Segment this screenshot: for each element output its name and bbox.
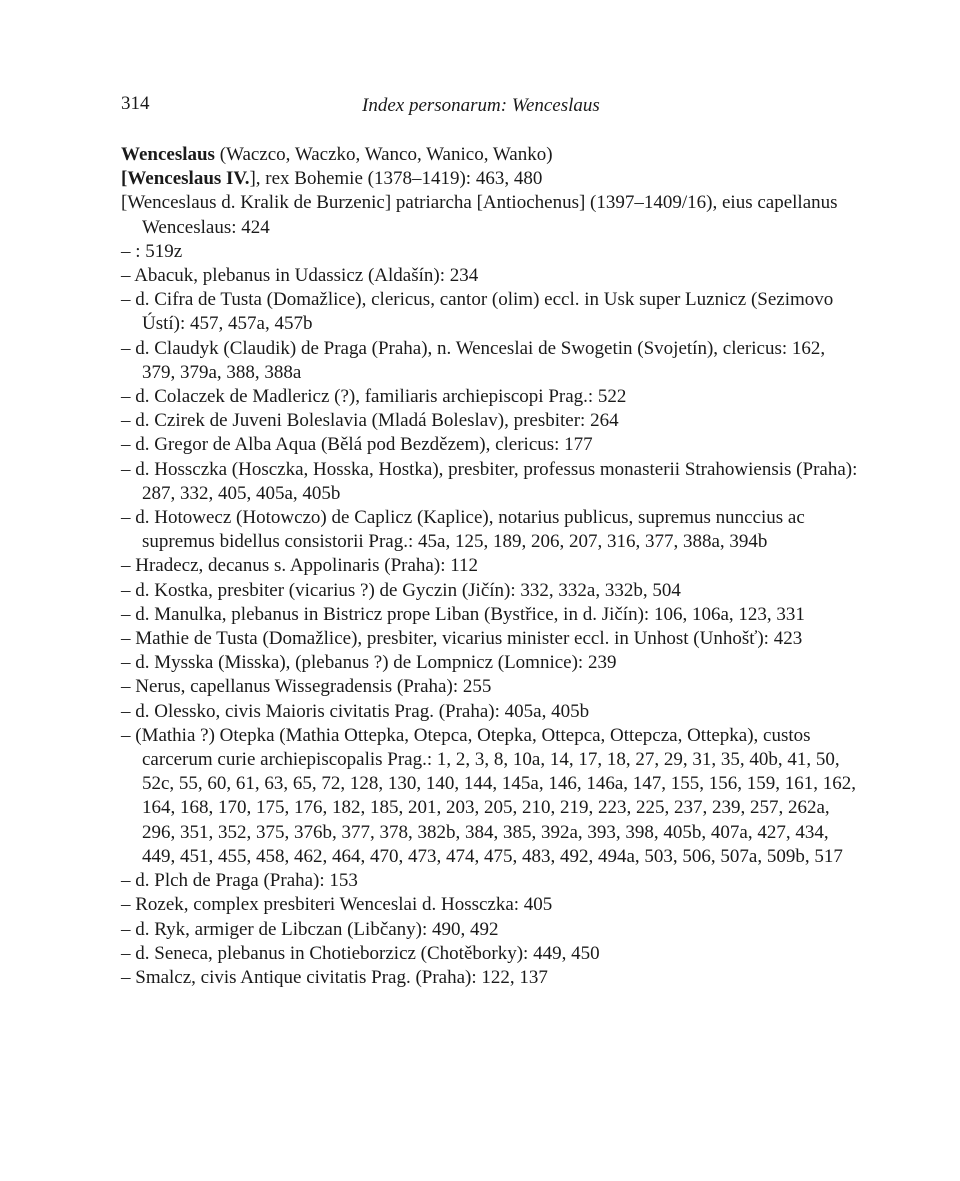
entry-bracket: [ [121,168,128,190]
index-entry: – d. Czirek de Juveni Boleslavia (Mladá Boleslav), presbiter: 264 [121,410,619,432]
index-entry: – d. Ryk, armiger de Libczan (Libčany): 490, 492 [121,918,499,940]
index-entry: – d. Hotowecz (Hotowczo) de Caplicz (Kaplice), notarius publicus, supremus nunccius ac supremus bidellus consistorii Prag.: 45a, 125, 189, 206, 207, 316, 377, 388a, 394b [121,507,805,553]
index-entry [121,143,861,167]
index-entry: – d. Hossczka (Hosczka, Hosska, Hostka), presbiter, professus monasterii Strahowiensis (Praha): 287, 332, 405, 405a, 405b [121,458,858,504]
index-entry: – Smalcz, civis Antique civitatis Prag. (Praha): 122, 137 [121,966,548,988]
entry-headword: Wenceslaus [121,144,215,165]
index-entry: – Nerus, capellanus Wissegradensis (Praha): 255 [121,676,492,698]
index-entry: – d. Olessko, civis Maioris civitatis Prag. (Praha): 405a, 405b [121,700,590,722]
index-entry: – d. Plch de Praga (Praha): 153 [121,870,358,892]
index-entry: – d. Cifra de Tusta (Domažlice), clericus, cantor (olim) eccl. in Usk super Luznicz (Sezimovo Ústí): 457, 457a, 457b [121,289,834,335]
entry-headword: Wenceslaus IV. [127,168,250,190]
index-entry [121,167,861,191]
running-title: Index personarum: Wenceslaus [362,95,600,116]
index-entry: – Hradecz, decanus s. Appolinaris (Praha): 112 [121,555,479,577]
index-entry: – d. Colaczek de Madlericz (?), familiaris archiepiscopi Prag.: 522 [121,386,627,408]
index-entry: – Mathie de Tusta (Domažlice), presbiter, vicarius minister eccl. in Unhost (Unhošť): 423 [121,628,803,650]
index-entry: – d. Mysska (Misska), (plebanus ?) de Lompnicz (Lomnice): 239 [121,652,617,674]
entry-text: (Waczco, Waczko, Wanco, Wanico, Wanko) [214,144,553,165]
index-entry: – Rozek, complex presbiteri Wenceslai d. Hossczka: 405 [121,894,553,916]
index-entry: – d. Manulka, plebanus in Bistricz prope Liban (Bystřice, in d. Jičín): 106, 106a, 123, 331 [121,603,805,625]
entry-text: ], rex Bohemie (1378–1419): 463, 480 [249,168,543,190]
index-entry: – d. Claudyk (Claudik) de Praga (Praha), n. Wenceslai de Swogetin (Svojetín), clericus: 162, 379, 379a, 388, 388a [121,337,826,383]
index-entry: [Wenceslaus d. Kralik de Burzenic] patriarcha [Antiochenus] (1397–1409/16), eius capellanus Wenceslaus: 424 [121,192,838,238]
index-entry: – (Mathia ?) Otepka (Mathia Ottepka, Otepca, Otepka, Ottepca, Ottepcza, Ottepka), custos carcerum curie archiepiscopalis Prag.: 1, 2, 3, 8, 10a, 14, 17, 18, 27, 29, 31, 35, 40b, 41, 50, 52c, 55, 60, 61, 63, 65, 72, 128, 130, 140, 144, 145a, 146, 146a, 147, 155, 156, 159, 161, 162, 164, 168, 170, 175, 176, 182, 185, 201, 203, 205, 210, 219, 223, 225, 237, 239, 257, 262a, 296, 351, 352, 375, 376b, 377, 378, 382b, 384, 385, 392a, 393, 398, 405b, 407a, 427, 434, 449, 451, 455, 458, 462, 464, 470, 473, 474, 475, 483, 492, 494a, 503, 506, 507a, 509b, 517 [121,724,857,867]
index-entry: – d. Kostka, presbiter (vicarius ?) de Gyczin (Jičín): 332, 332a, 332b, 504 [121,579,681,601]
index-entry: – d. Seneca, plebanus in Chotieborzicz (Chotěborky): 449, 450 [121,942,600,964]
index-entry: – d. Gregor de Alba Aqua (Bělá pod Bezdězem), clericus: 177 [121,434,593,456]
index-entry: – Abacuk, plebanus in Udassicz (Aldašín): 234 [121,265,479,287]
index-entries [121,143,861,990]
page-number: 314 [121,93,150,114]
index-entry: – : 519z [121,240,183,262]
